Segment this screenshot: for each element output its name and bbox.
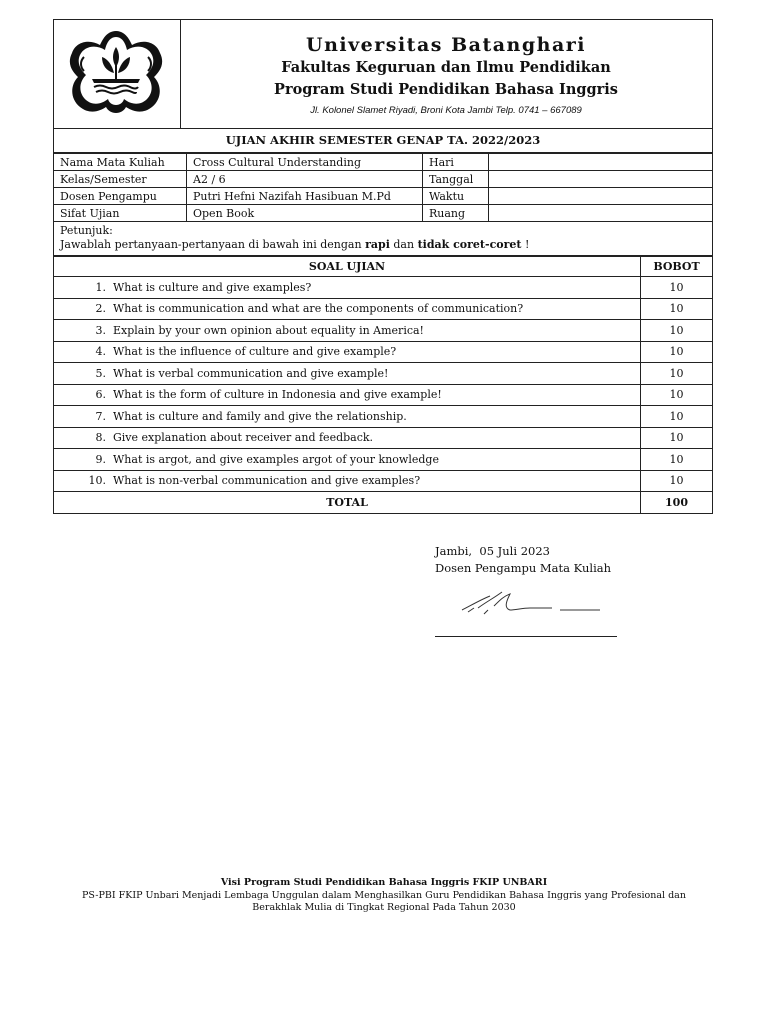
question-number: 3. — [95, 323, 106, 337]
question-row — [54, 277, 713, 299]
question-number: 4. — [95, 345, 106, 359]
university-logo-icon — [62, 27, 170, 119]
info-value2 — [489, 171, 713, 188]
question-row — [54, 470, 713, 492]
course-info-table — [53, 153, 713, 222]
instructions-bold-coret: tidak coret-coret — [417, 238, 522, 251]
question-number: 7. — [95, 409, 106, 423]
question-text: What is non-verbal communication and give examples? — [113, 474, 421, 488]
handwritten-signature-icon — [460, 588, 610, 618]
info-value: A2 / 6 — [187, 171, 423, 188]
info-label: Nama Mata Kuliah — [54, 154, 187, 171]
info-value: Open Book — [187, 205, 423, 222]
signer-role: Dosen Pengampu Mata Kuliah — [435, 560, 612, 575]
instructions-text-part: Jawablah pertanyaan-pertanyaan di bawah ini dengan — [60, 238, 366, 251]
letterhead-text — [180, 20, 712, 116]
info-row — [54, 171, 713, 188]
question-cell — [54, 449, 641, 471]
vision-line: PS-PBI FKIP Unbari Menjadi Lembaga Unggulan dalam Menghasilkan Guru Pendidikan Bahasa Inggris yang Profesional dan — [82, 889, 686, 901]
questions-table — [53, 256, 713, 514]
signature-block — [435, 543, 611, 576]
instructions-text-part: ! — [521, 238, 530, 251]
question-number: 5. — [95, 366, 106, 380]
question-number: 8. — [95, 431, 106, 445]
question-weight: 10 — [641, 427, 713, 449]
questions-header-row — [54, 257, 713, 277]
info-label2: Waktu — [423, 188, 489, 205]
question-weight: 10 — [641, 470, 713, 492]
instructions-bold-rapi: rapi — [365, 238, 390, 251]
question-row — [54, 384, 713, 406]
question-weight: 10 — [641, 384, 713, 406]
question-weight: 10 — [641, 341, 713, 363]
info-label2: Tanggal — [423, 171, 489, 188]
info-row — [54, 188, 713, 205]
question-number: 10. — [88, 474, 106, 488]
question-number: 2. — [95, 302, 106, 316]
header-weight: BOBOT — [641, 257, 713, 277]
question-text: What is the form of culture in Indonesia and give example! — [113, 388, 442, 402]
question-row — [54, 320, 713, 342]
info-row — [54, 205, 713, 222]
info-label: Sifat Ujian — [54, 205, 187, 222]
question-cell — [54, 298, 641, 320]
instructions-text — [60, 238, 706, 252]
question-cell — [54, 384, 641, 406]
info-value2 — [489, 188, 713, 205]
vision-footer — [40, 877, 728, 915]
vision-title: Visi Program Studi Pendidikan Bahasa Inggris FKIP UNBARI — [220, 877, 548, 888]
university-name: Universitas Batanghari — [306, 34, 586, 56]
info-value: Putri Hefni Nazifah Hasibuan M.Pd — [187, 188, 423, 205]
question-weight: 10 — [641, 277, 713, 299]
total-label: TOTAL — [54, 492, 641, 514]
question-row — [54, 363, 713, 385]
question-row — [54, 341, 713, 363]
exam-title: UJIAN AKHIR SEMESTER GENAP TA. 2022/2023 — [53, 129, 713, 153]
letterhead — [53, 19, 713, 129]
info-value2 — [489, 205, 713, 222]
question-cell — [54, 277, 641, 299]
exam-document — [53, 19, 713, 514]
info-row — [54, 154, 713, 171]
instructions-title: Petunjuk: — [60, 224, 113, 237]
question-text: What is culture and family and give the relationship. — [113, 409, 407, 423]
address: Jl. Kolonel Slamet Riyadi, Broni Kota Jambi Telp. 0741 – 667089 — [310, 105, 582, 116]
info-value2 — [489, 154, 713, 171]
question-text: What is the influence of culture and give example? — [113, 345, 397, 359]
instructions-text-part: dan — [389, 238, 418, 251]
question-weight: 10 — [641, 449, 713, 471]
question-cell — [54, 363, 641, 385]
question-number: 9. — [95, 452, 106, 466]
faculty-name: Fakultas Keguruan dan Ilmu Pendidikan — [281, 59, 611, 76]
question-weight: 10 — [641, 363, 713, 385]
question-cell — [54, 427, 641, 449]
header-question: SOAL UJIAN — [54, 257, 641, 277]
question-weight: 10 — [641, 298, 713, 320]
question-text: What is verbal communication and give example! — [113, 366, 389, 380]
question-number: 6. — [95, 388, 106, 402]
total-row — [54, 492, 713, 514]
question-text: What is culture and give examples? — [113, 280, 312, 294]
question-row — [54, 449, 713, 471]
question-row — [54, 427, 713, 449]
total-value: 100 — [641, 492, 713, 514]
question-cell — [54, 320, 641, 342]
question-number: 1. — [95, 280, 106, 294]
question-row — [54, 406, 713, 428]
info-label2: Hari — [423, 154, 489, 171]
info-label2: Ruang — [423, 205, 489, 222]
program-name: Program Studi Pendidikan Bahasa Inggris — [274, 81, 618, 98]
info-label: Kelas/Semester — [54, 171, 187, 188]
question-text: Explain by your own opinion about equality in America! — [113, 323, 424, 337]
question-row — [54, 298, 713, 320]
info-label: Dosen Pengampu — [54, 188, 187, 205]
signature-line — [435, 636, 617, 637]
place-date: Jambi, 05 Juli 2023 — [435, 544, 550, 558]
question-text: Give explanation about receiver and feedback. — [113, 431, 374, 445]
question-weight: 10 — [641, 320, 713, 342]
question-cell — [54, 341, 641, 363]
instructions — [53, 222, 713, 256]
info-value: Cross Cultural Understanding — [187, 154, 423, 171]
question-cell — [54, 470, 641, 492]
question-text: What is communication and what are the components of communication? — [113, 302, 524, 316]
question-cell — [54, 406, 641, 428]
question-text: What is argot, and give examples argot of your knowledge — [113, 452, 439, 466]
vision-line: Berakhlak Mulia di Tingkat Regional Pada Tahun 2030 — [252, 902, 516, 913]
question-weight: 10 — [641, 406, 713, 428]
logo-cell — [54, 20, 181, 128]
